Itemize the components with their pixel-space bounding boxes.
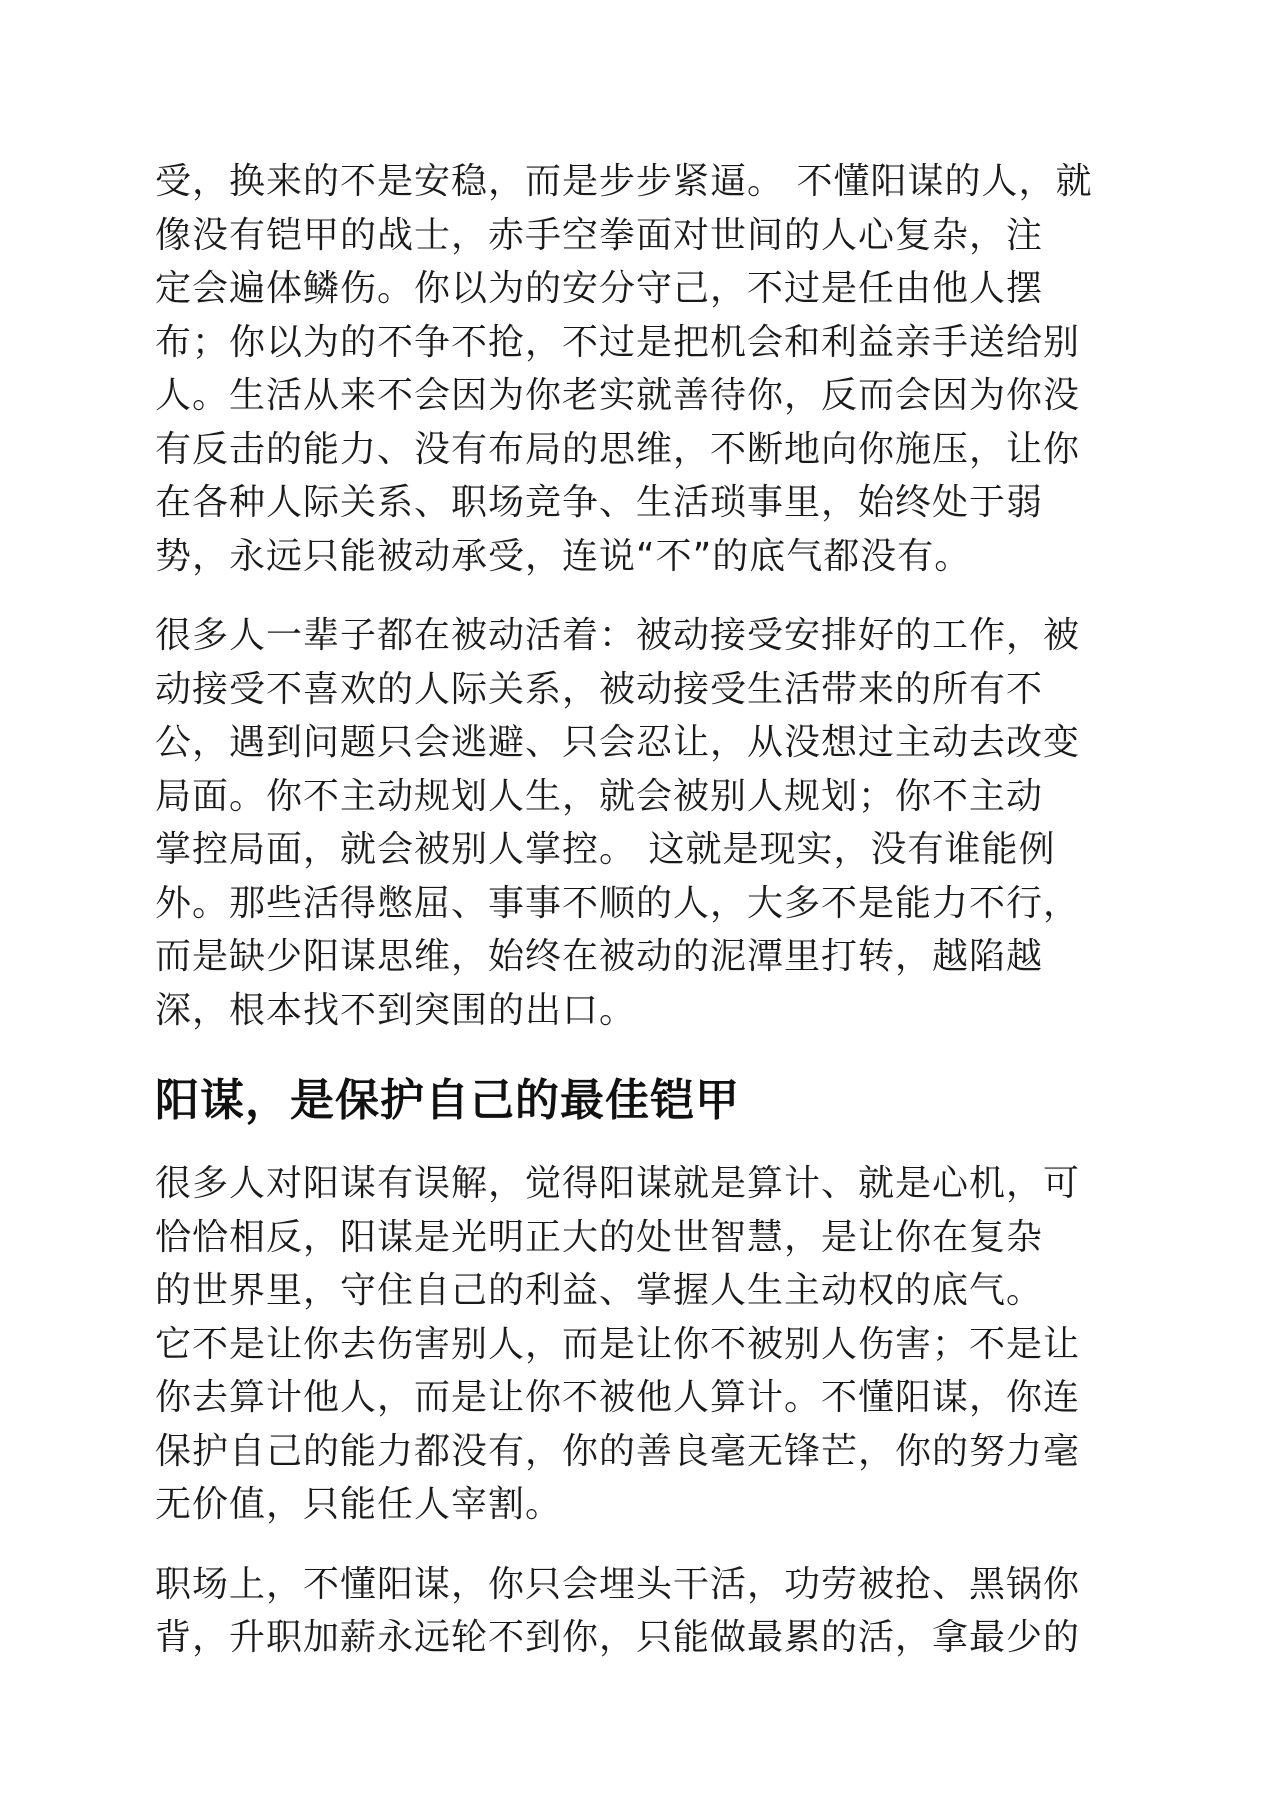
paragraph-spacer (155, 1037, 1125, 1071)
text-line: 在各种人际关系、职场竞争、生活琐事里，始终处于弱 (155, 482, 1044, 523)
text-line: 深，根本找不到突围的出口。 (155, 989, 637, 1031)
paragraph-spacer (155, 583, 1125, 609)
text-line: 很多人一辈子都在被动活着：被动接受安排好的工作，被 (155, 615, 1081, 656)
text-line: 它不是让你去伤害别人，而是让你不被别人伤害；不是让 (155, 1323, 1081, 1365)
text-line: 无价值，只能任人宰割。 (155, 1484, 563, 1525)
text-line: 而是缺少阳谋思维，始终在被动的泥潭里打转，越陷越 (155, 936, 1044, 977)
paragraph-2 (155, 609, 1125, 1037)
text-line: 势，永远只能被动承受，连说“不”的底气都没有。 (155, 535, 972, 577)
paragraph-spacer (155, 1131, 1125, 1157)
paragraph-spacer (155, 1532, 1125, 1558)
paragraph-3 (155, 1157, 1125, 1532)
text-line: 外。那些活得憋屈、事事不顺的人，大多不是能力不行， (155, 882, 1081, 924)
section-heading: 阳谋，是保护自己的最佳铠甲 (155, 1075, 740, 1126)
text-line: 定会遍体鳞伤。你以为的安分守己，不过是任由他人摆 (155, 268, 1044, 309)
text-line: 背，升职加薪永远轮不到你，只能做最累的活，拿最少的 (155, 1617, 1081, 1658)
text-line: 保护自己的能力都没有，你的善良毫无锋芒，你的努力毫 (155, 1430, 1081, 1472)
text-line: 很多人对阳谋有误解，觉得阳谋就是算计、就是心机，可 (155, 1163, 1081, 1204)
document-page (155, 155, 1125, 1665)
text-line: 公，遇到问题只会逃避、只会忍让，从没想过主动去改变 (155, 722, 1081, 763)
text-line: 有反击的能力、没有布局的思维，不断地向你施压，让你 (155, 428, 1081, 470)
text-line: 人。生活从来不会因为你老实就善待你，反而会因为你没 (155, 375, 1081, 416)
paragraph-4 (155, 1558, 1125, 1665)
text-line: 职场上，不懂阳谋，你只会埋头干活，功劳被抢、黑锅你 (155, 1563, 1081, 1605)
text-line: 布；你以为的不争不抢，不过是把机会和利益亲手送给别 (155, 321, 1081, 363)
text-line: 恰恰相反，阳谋是光明正大的处世智慧，是让你在复杂 (155, 1216, 1044, 1258)
text-line: 的世界里，守住自己的利益、掌握人生主动权的底气。 (155, 1270, 1044, 1311)
text-line: 你去算计他人，而是让你不被他人算计。不懂阳谋，你连 (155, 1377, 1081, 1418)
paragraph-1 (155, 155, 1125, 583)
text-line: 局面。你不主动规划人生，就会被别人规划；你不主动 (155, 775, 1044, 817)
text-line: 受，换来的不是安稳，而是步步紧逼。 不懂阳谋的人，就 (155, 161, 1093, 202)
text-line: 像没有铠甲的战士，赤手空拳面对世间的人心复杂，注 (155, 214, 1044, 256)
text-line: 动接受不喜欢的人际关系，被动接受生活带来的所有不 (155, 668, 1044, 710)
text-line: 掌控局面，就会被别人掌控。 这就是现实，没有谁能例 (155, 829, 1056, 870)
